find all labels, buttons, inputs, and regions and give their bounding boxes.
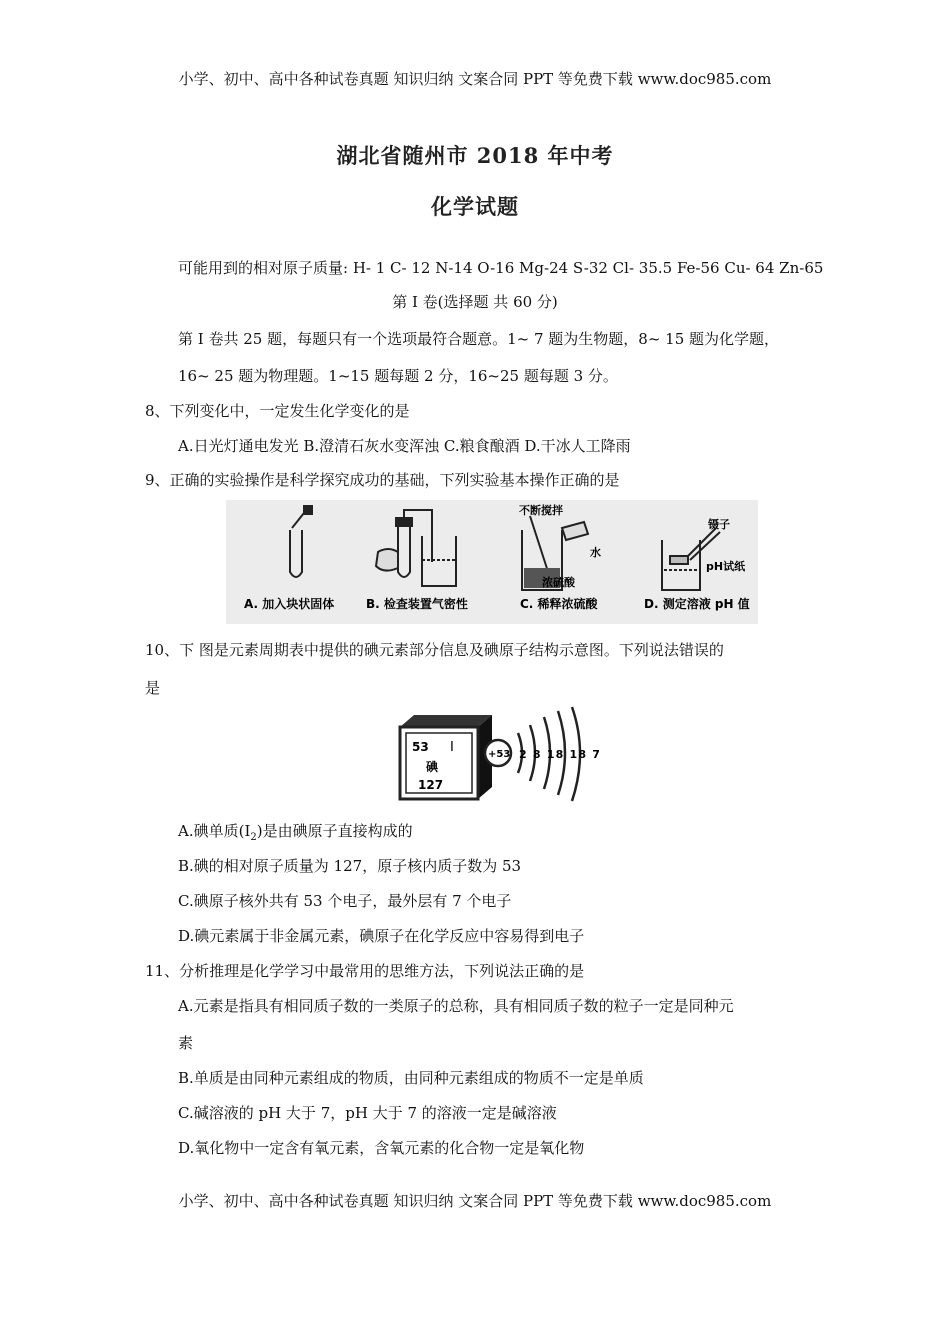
intro-line-1: 第 I 卷共 25 题，每题只有一个选项最符合题意。1~ 7 题为生物题，8~ 15 题为化学题，: [178, 330, 780, 348]
q11-option-d: D.氧化物中一定含有氧元素，含氧元素的化合物一定是氧化物: [178, 1139, 585, 1157]
page-footer: 小学、初中、高中各种试卷真题 知识归纳 文案合同 PPT 等免费下载 www.doc985.com: [178, 1192, 772, 1210]
atomic-number: 53: [412, 740, 429, 754]
label-ph-paper: pH试纸: [706, 560, 746, 573]
q10-option-a: A.碘单质$(I_2)$是由碘原子直接构成的: [178, 822, 413, 843]
q8-options: A.日光灯通电发光 B.澄清石灰水变浑浊 C.粮食酿酒 D.干冰人工降雨: [178, 437, 631, 455]
element-symbol: I: [450, 740, 454, 755]
q10-option-d: D.碘元素属于非金属元素，碘原子在化学反应中容易得到电子: [178, 927, 585, 945]
intro-line-2: 16~ 25 题为物理题。1~15 题每题 2 分，16~25 题每题 3 分。: [178, 367, 618, 385]
label-stir: 不断搅拌: [519, 504, 563, 517]
q10-option-c: C.碘原子核外共有 53 个电子，最外层有 7 个电子: [178, 892, 512, 910]
atomic-mass: 127: [418, 778, 444, 792]
shell-electrons: 2 8 18 18 7: [519, 748, 602, 761]
label-acid: 浓硫酸: [542, 576, 575, 589]
q9-lab-figure: [226, 500, 758, 624]
q10-option-b: B.碘的相对原子质量为 127，原子核内质子数为 53: [178, 857, 522, 875]
q10-stem-line-2: 是: [145, 679, 161, 697]
element-name: 碘: [426, 760, 439, 774]
nucleus-charge: +53: [488, 749, 511, 760]
caption-a: A. 加入块状固体: [244, 597, 335, 611]
page-header: 小学、初中、高中各种试卷真题 知识归纳 文案合同 PPT 等免费下载 www.doc985.com: [178, 70, 772, 88]
q11-option-a-line-2: 素: [178, 1034, 194, 1052]
q11-stem: 11、分析推理是化学学习中最常用的思维方法，下列说法正确的是: [145, 962, 585, 980]
exam-subtitle: 化学试题: [431, 194, 519, 219]
q11-option-a-line-1: A.元素是指具有相同质子数的一类原子的总称，具有相同质子数的粒子一定是同种元: [178, 997, 734, 1015]
caption-c: C. 稀释浓硫酸: [520, 597, 598, 611]
exam-title: 湖北省随州市 2018 年中考: [336, 143, 614, 168]
q8-stem: 8、下列变化中，一定发生化学变化的是: [145, 402, 410, 420]
element-cell: [400, 715, 492, 799]
q9-stem: 9、正确的实验操作是科学探究成功的基础，下列实验基本操作正确的是: [145, 471, 620, 489]
caption-d: D. 测定溶液 pH 值: [644, 597, 750, 611]
label-tweezers: 镊子: [708, 518, 730, 531]
section-heading: 第 I 卷(选择题 共 60 分): [392, 293, 558, 311]
q11-option-b: B.单质是由同种元素组成的物质，由同种元素组成的物质不一定是单质: [178, 1069, 644, 1087]
q11-option-c: C.碱溶液的 pH 大于 7，pH 大于 7 的溶液一定是碱溶液: [178, 1104, 557, 1122]
label-water: 水: [590, 546, 601, 559]
caption-b: B. 检查装置气密性: [366, 597, 468, 611]
q10-stem-line-1: 10、下 图是元素周期表中提供的碘元素部分信息及碘原子结构示意图。下列说法错误的: [145, 641, 724, 659]
atomic-masses: 可能用到的相对原子质量: H- 1 C- 12 N-14 O-16 Mg-24 S-32 Cl- 35.5 Fe-56 Cu- 64 Zn-65: [178, 259, 824, 277]
iodine-figure: [396, 705, 602, 805]
